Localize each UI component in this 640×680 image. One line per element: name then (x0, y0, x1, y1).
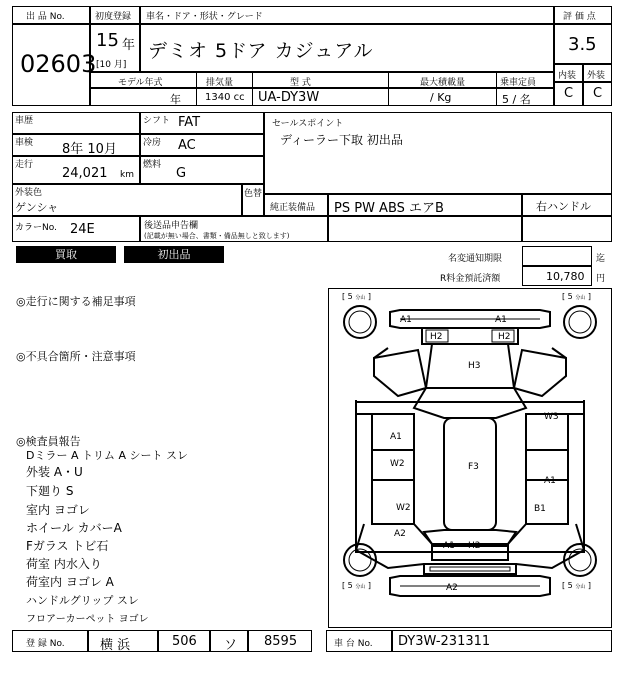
model-label: 型 式 (290, 78, 311, 88)
interior-label: 内装 (558, 71, 577, 81)
report-line: Dミラー A トリム A シート スレ (26, 449, 189, 462)
car-name: デミオ 5ドア カジュアル (148, 40, 374, 62)
sales-point-label: セールスポイント (272, 119, 344, 129)
inspection-value: 8年 10月 (62, 142, 117, 157)
reg-year-unit: 年 (122, 38, 136, 53)
reg-class: 506 (172, 634, 197, 649)
mark-hood: H3 (468, 361, 481, 371)
max-load-value: / Kg (430, 91, 452, 104)
displacement-label: 排気量 (206, 78, 234, 88)
equipment-value: PS PW ABS エアB (334, 201, 444, 216)
reg-label: 登 録 No. (26, 639, 65, 649)
lot-number: 02603 (20, 50, 97, 78)
ac-value: AC (178, 138, 196, 153)
color-no-value: 24E (70, 222, 95, 237)
doc-note: (記載が無い場合、書類・備品無しと致します) (144, 232, 290, 240)
chassis-label: 車 台 No. (334, 639, 373, 649)
report-line: ハンドルグリップ スレ (26, 594, 139, 607)
inspection-label: 車検 (15, 138, 34, 148)
equipment-label: 純正装備品 (270, 203, 316, 213)
sales-point-value: ディーラー下取 初出品 (280, 133, 403, 147)
first-reg-label: 初度登録 (95, 12, 132, 22)
reg-year: 15 (96, 30, 119, 51)
model-value: UA-DY3W (258, 90, 320, 105)
defects-label: ◎不具合箇所・注意事項 (16, 350, 136, 363)
spec-value-row (90, 88, 554, 106)
recycle-amount: 10,780 (546, 270, 585, 283)
mark-front-bumper-left: A1 (400, 315, 412, 325)
buy-button[interactable]: 買取 (16, 246, 116, 263)
mileage-unit: km (120, 170, 134, 180)
reg-number: 8595 (264, 634, 298, 649)
mark-right-quarter: B1 (534, 504, 546, 514)
reg-month: [10 月] (96, 60, 127, 70)
mark-left-front-glass: W2 (390, 459, 405, 469)
interior-grade: C (564, 86, 574, 101)
mark-grille-left: H2 (430, 332, 443, 342)
report-line: 外装 A・U (26, 465, 83, 479)
report-line: Fガラス トビ石 (26, 539, 109, 553)
fuel-value: G (176, 166, 187, 181)
handle-value: 右ハンドル (536, 200, 591, 213)
tyre-label-fr: [ 5 分山 ] (562, 292, 591, 301)
spec-divider-4 (496, 72, 497, 106)
exterior-grade: C (593, 86, 603, 101)
fuel-label: 燃料 (143, 160, 162, 170)
shift-label: シフト (143, 116, 171, 126)
mark-hatch-right: H2 (468, 541, 481, 551)
mark-grille-right: H2 (498, 332, 511, 342)
extra-cell-2 (522, 216, 612, 242)
tyre-label-fl: [ 5 分山 ] (342, 292, 371, 301)
recycle-unit: 円 (596, 274, 606, 284)
mark-left-rear-glass: W2 (396, 503, 411, 513)
history-label: 車歴 (15, 116, 34, 126)
max-load-label: 最大積載量 (420, 78, 466, 88)
score-value: 3.5 (568, 34, 597, 55)
recycle-label: R料金預託済額 (440, 274, 501, 284)
color-value: ゲンシャ (15, 201, 59, 214)
spec-divider-2 (252, 72, 253, 106)
score-label: 評 価 点 (563, 12, 596, 22)
car-damage-diagram (328, 288, 612, 628)
color-no-label: カラーNo. (15, 223, 57, 233)
mark-left-quarter: A2 (394, 529, 406, 539)
mark-right-front-door: W3 (544, 412, 559, 422)
mark-rear-bumper: A2 (446, 583, 458, 593)
model-year-label: モデル年式 (118, 78, 163, 88)
mark-front-bumper-right: A1 (495, 315, 507, 325)
capacity-label: 乗車定員 (500, 78, 537, 88)
tyre-label-rr: [ 5 分山 ] (562, 581, 591, 590)
capacity-value: 5 / 名 (502, 93, 531, 106)
car-info-label: 車名・ドア・形状・グレード (146, 12, 263, 22)
driving-notes-label: ◎走行に関する補足事項 (16, 295, 136, 308)
spec-divider-3 (388, 72, 389, 106)
first-listing-button[interactable]: 初出品 (124, 246, 224, 263)
mark-left-front-door: A1 (390, 432, 402, 442)
name-change-field (522, 246, 592, 266)
lot-label: 出 品 No. (26, 12, 65, 22)
color-change-label: 色替 (244, 189, 263, 199)
report-line: フロアーカーペット ヨゴレ (26, 614, 149, 625)
name-change-label: 名変通知期限 (448, 254, 503, 264)
inspector-label: ◎検査員報告 (16, 435, 81, 448)
ac-label: 冷房 (143, 138, 162, 148)
color-label: 外装色 (15, 188, 43, 198)
reg-area: 横 浜 (100, 638, 131, 653)
mark-roof: F3 (468, 462, 479, 472)
report-line: ホイール カバーA (26, 521, 122, 535)
spec-divider-1 (196, 72, 197, 106)
mileage-label: 走行 (15, 160, 34, 170)
shift-value: FAT (178, 115, 201, 130)
extra-cell-1 (328, 216, 522, 242)
tyre-label-rl: [ 5 分山 ] (342, 581, 371, 590)
mark-hatch-left: A1 (443, 541, 455, 551)
model-year-value: 年 (170, 93, 181, 106)
displacement-value: 1340 cc (205, 92, 245, 103)
mark-right-rear-door: A1 (544, 476, 556, 486)
reg-kana: ソ (224, 638, 238, 653)
name-change-unit: 迄 (596, 254, 606, 264)
mileage-value: 24,021 (62, 166, 108, 181)
chassis-number: DY3W-231311 (398, 634, 491, 649)
report-line: 下廻り S (26, 484, 74, 498)
report-line: 荷室 内水入り (26, 557, 102, 571)
doc-label: 後送品申告欄 (144, 221, 199, 231)
report-line: 室内 ヨゴレ (26, 503, 90, 517)
report-line: 荷室内 ヨゴレ A (26, 575, 114, 589)
exterior-label: 外装 (587, 71, 606, 81)
